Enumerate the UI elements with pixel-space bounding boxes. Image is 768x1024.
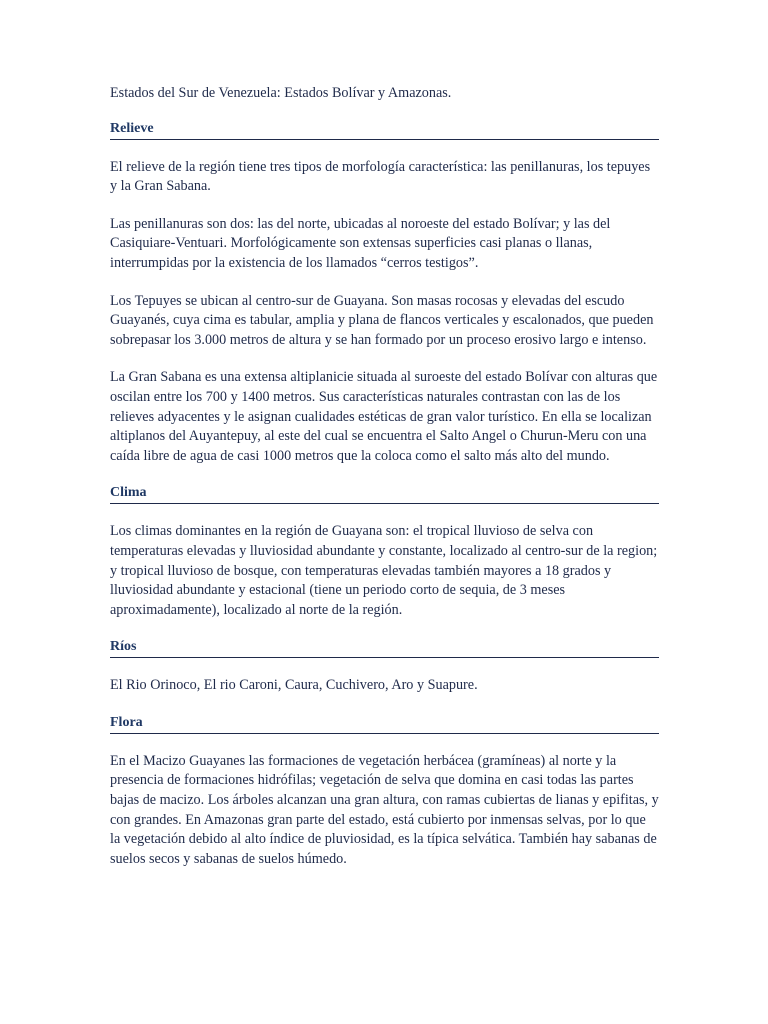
section-relieve xyxy=(110,120,659,467)
paragraph: En el Macizo Guayanes las formaciones de vegetación herbácea (gramíneas) al norte y la presencia de formaciones hidrófilas; vegetación de selva que domina en casi todas las partes bajas de macizo. Los árboles alcanzan una gran altura, con ramas cubiertas de lianas y epifitas, y con grandes. En Amazonas gran parte del estado, está cubierto por inmensas selvas, por lo que la vegetación debido al alto índice de pluviosidad, es la típica selvática. También hay sabanas de suelos secos y sabanas de suelos húmedo. xyxy=(110,752,659,867)
paragraph: Los climas dominantes en la región de Guayana son: el tropical lluvioso de selva con temperaturas elevadas y lluviosidad abundante y constante, localizado al centro-sur de la region; y tropical lluvioso de bosque, con temperaturas elevadas también mayores a 18 grados y lluviosidad abundante y estacional (tiene un periodo corto de sequia, de 3 meses aproximadamente), localizado al norte de la región. xyxy=(110,523,658,618)
section-rios xyxy=(110,638,659,696)
document-title: Estados del Sur de Venezuela: Estados Bolívar y Amazonas. xyxy=(110,85,452,101)
section-heading-clima: Clima xyxy=(110,484,659,504)
section-heading-flora: Flora xyxy=(110,714,659,734)
section-heading-relieve: Relieve xyxy=(110,120,659,140)
paragraph: La Gran Sabana es una extensa altiplanicie situada al suroeste del estado Bolívar con alturas que oscilan entre los 700 y 1400 metros. Sus características naturales contrastan con las de los relieves adyacentes y le asignan cualidades estéticas de gran valor turístico. En ella se localizan altiplanos del Auyantepuy, al este del cual se encuentra el Salto Angel o Churun-Meru con una caída libre de agua de casi 1000 metros que la coloca como el salto más alto del mundo. xyxy=(110,369,658,464)
section-heading-rios: Ríos xyxy=(110,638,659,658)
paragraph: El relieve de la región tiene tres tipos de morfología característica: las penillanuras, los tepuyes y la Gran Sabana. xyxy=(110,158,651,195)
section-flora xyxy=(110,714,659,870)
document-page xyxy=(110,84,659,869)
paragraph: Las penillanuras son dos: las del norte, ubicadas al noroeste del estado Bolívar; y las del Casiquiare-Ventuari. Morfológicamente son extensas superficies casi planas o llanas, interrumpidas por la existencia de los llamados “cerros testigos”. xyxy=(110,215,611,271)
paragraph: Los Tepuyes se ubican al centro-sur de Guayana. Son masas rocosas y elevadas del escudo Guayanés, cuya cima es tabular, amplia y plana de flancos verticales y escalonados, que pueden sobrepasar los 3.000 metros de altura y se han formado por un proceso erosivo largo e intenso. xyxy=(110,292,654,348)
section-clima xyxy=(110,484,659,620)
paragraph: El Rio Orinoco, El rio Caroni, Caura, Cuchivero, Aro y Suapure. xyxy=(110,677,478,694)
